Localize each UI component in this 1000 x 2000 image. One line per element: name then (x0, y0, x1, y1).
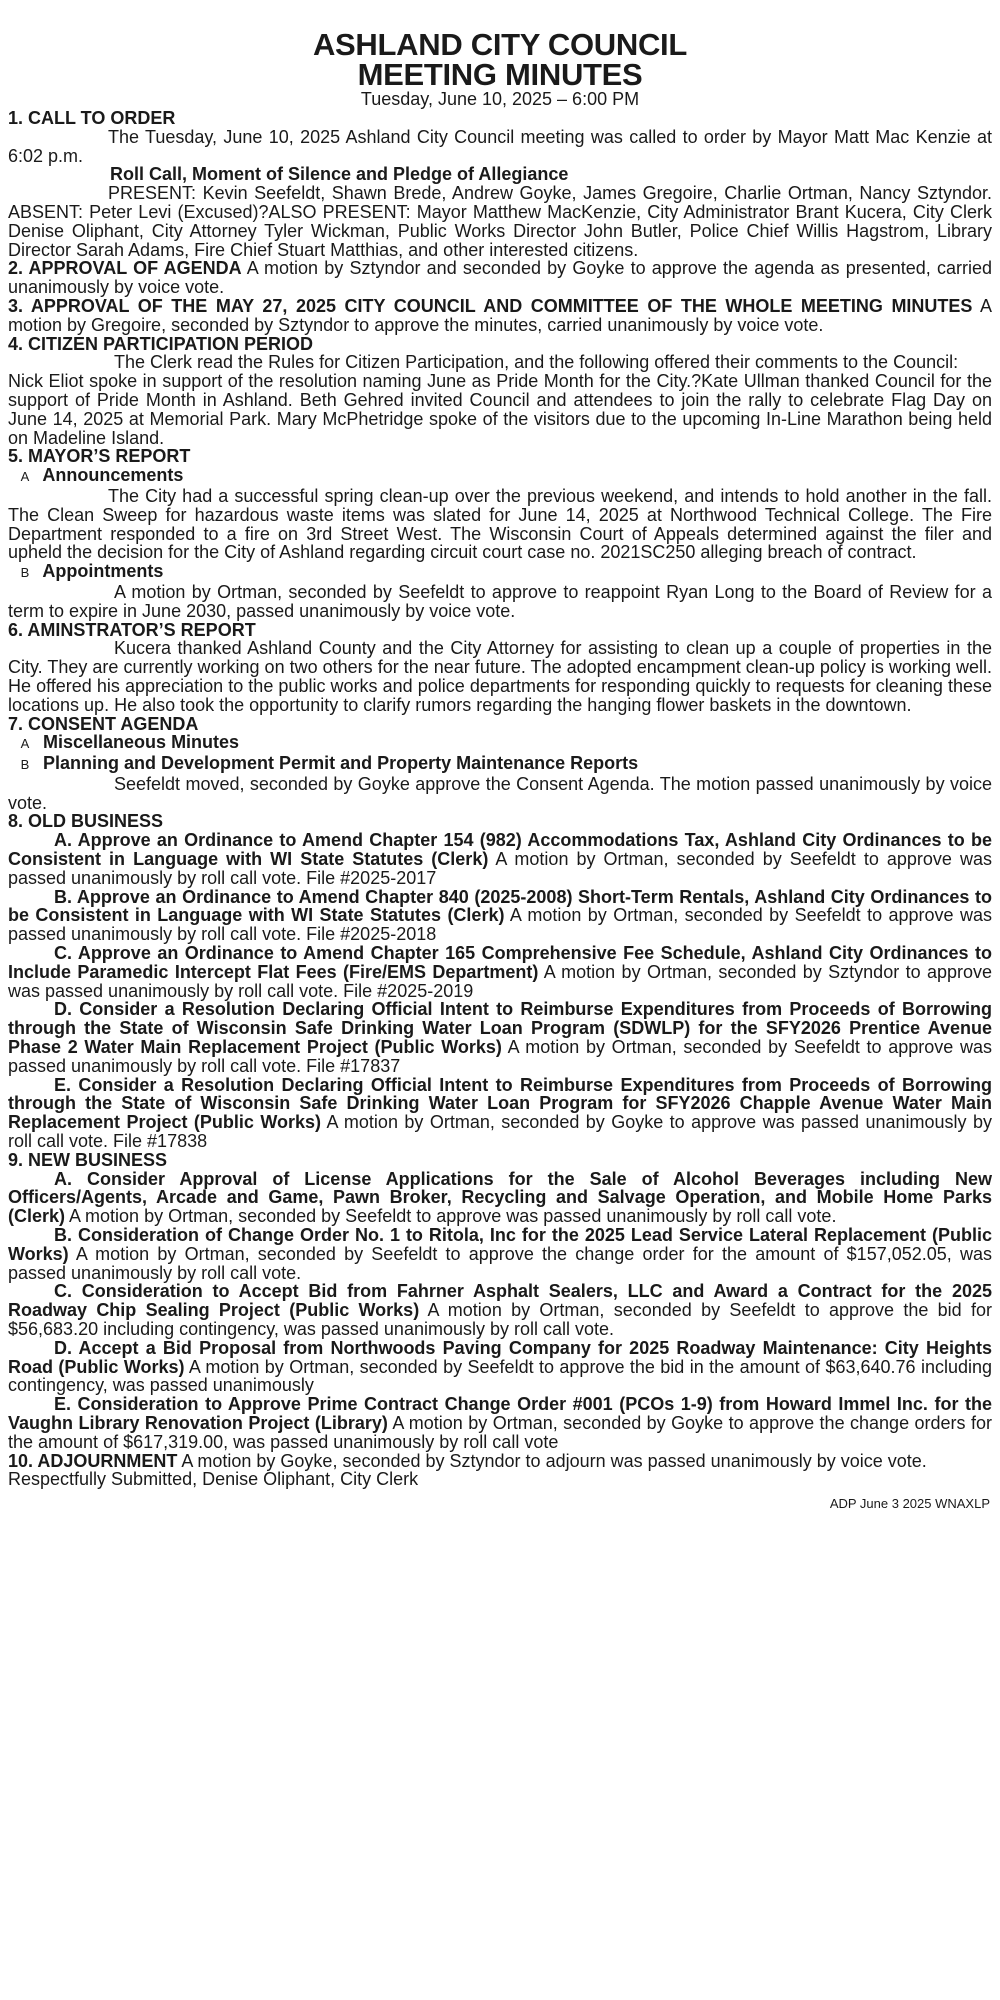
old-business-item-b (8, 888, 992, 944)
signature-line: Respectfully Submitted, Denise Oliphant, City Clerk (8, 1469, 419, 1490)
old-business-item-a (8, 831, 992, 887)
item-title: B. Approve an Ordinance to Amend Chapter 840 (2025-2008) Short-Term Rentals, Ashland City Ordinances to be Consistent in Language with WI State Statutes (Clerk) (8, 886, 992, 926)
item-title: E. Consideration to Approve Prime Contract Change Order #001 (PCOs 1-9) from Howard Immel Inc. for the Vaughn Library Renovation Project (Library) (8, 1394, 992, 1433)
item-letter: A (20, 469, 30, 485)
administrators-report-text: Kucera thanked Ashland County and the City Attorney for assisting to clean up a couple of properties in the City. They are currently working on two others for the near future. The adopted encampment clean-up policy is working well. He offered his appreciation to the public works and police departments for responding quickly to requests for cleaning these locations up. He also took the opportunity to clarify rumors regarding the hanging flower baskets in the downtown. (8, 638, 992, 715)
subheading-label: Appointments (42, 561, 164, 582)
item-title: D. Consider a Resolution Declaring Official Intent to Reimburse Expenditures from Proceeds of Borrowing through the State of Wisconsin Safe Drinking Water Loan Program (SDWLP) for the SFY2026 Prentice Avenue Phase 2 Water Main Replacement Project (Public Works) (8, 999, 992, 1058)
announcements-text: The City had a successful spring clean-up over the previous weekend, and intends to hold another in the fall. The Clean Sweep for hazardous waste items was slated for June 14, 2025 at Northwood Technical College. The Fire Department responded to a fire on 3rd Street West. The Wisconsin Court of Appeals determined against the filer and upheld the decision for the City of Ashland regarding circuit court case no. 2021SC250 alleging breach of contract. (8, 485, 992, 563)
item-text: A motion by Ortman, seconded by Goyke to approve was passed unanimously by roll call vote. File #17838 (8, 1112, 992, 1152)
call-to-order-text: The Tuesday, June 10, 2025 Ashland City Council meeting was called to order by Mayor Matt Mac Kenzie at 6:02 p.m. (8, 126, 992, 166)
appointments-text: A motion by Ortman, seconded by Seefeldt to approve to reappoint Ryan Long to the Board of Review for a term to expire in June 2030, passed unanimously by voice vote. (8, 581, 992, 621)
item-text: A motion by Ortman, seconded by Seefeldt to approve was passed unanimously by roll call vote. File #2025-2018 (8, 905, 992, 945)
old-business-item-c (8, 944, 992, 1000)
title-line-1: ASHLAND CITY COUNCIL (312, 27, 688, 62)
old-business-item-d (8, 1000, 992, 1075)
subheading-label: Announcements (42, 465, 184, 486)
item-title: B. Consideration of Change Order No. 1 to Ritola, Inc for the 2025 Lead Service Lateral Replacement (Public Works) (8, 1225, 992, 1264)
section-heading-mayors-report: 5. MAYOR’S REPORT (8, 446, 191, 467)
subheading-miscellaneous-minutes (8, 733, 992, 754)
new-business-item-d (8, 1339, 992, 1395)
citizen-participation-intro: The Clerk read the Rules for Citizen Participation, and the following offered their comments to the Council: (114, 352, 959, 373)
title-line-2: MEETING MINUTES (357, 57, 643, 92)
item-text: A motion by Ortman, seconded by Goyke to approve the change orders for the amount of $617,319.00, was passed unanimously by roll call vote (8, 1412, 992, 1452)
item-title: C. Approve an Ordinance to Amend Chapter 165 Comprehensive Fee Schedule, Ashland City Ordinances to Include Paramedic Intercept Flat Fees (Fire/EMS Department) (8, 943, 992, 982)
meeting-date: Tuesday, June 10, 2025 – 6:00 PM (360, 89, 640, 109)
approval-of-minutes-text: A motion by Gregoire, seconded by Sztyndor to approve the minutes, carried unanimously by voice vote. (8, 295, 992, 335)
item-title: E. Consider a Resolution Declaring Official Intent to Reimburse Expenditures from Proceeds of Borrowing through the State of Wisconsin Safe Drinking Water Loan Program for SFY2026 Chapple Avenue Water Main Replacement Project (Public Works) (8, 1074, 992, 1133)
item-title: D. Accept a Bid Proposal from Northwoods Paving Company for 2025 Roadway Maintenance: City Heights Road (Public Works) (8, 1337, 992, 1377)
publication-footer: ADP June 3 2025 WNAXLP (829, 1496, 990, 1512)
item-letter: B (20, 565, 30, 581)
item-text: A motion by Ortman, seconded by Seefeldt to approve the bid in the amount of $63,640.76 including contingency, was passed unanimously (8, 1356, 992, 1396)
section-approval-of-minutes (8, 297, 992, 335)
subheading-planning-reports (8, 754, 992, 775)
new-business-item-a (8, 1170, 992, 1226)
section-approval-of-agenda (8, 259, 992, 297)
subheading-appointments (8, 562, 992, 583)
new-business-item-b (8, 1226, 992, 1282)
item-text: A motion by Ortman, seconded by Seefeldt to approve the bid for $56,683.20 including contingency, was passed unanimously by roll call vote. (8, 1300, 992, 1339)
section-heading-approval-of-minutes: 3. APPROVAL OF THE MAY 27, 2025 CITY COUNCIL AND COMMITTEE OF THE WHOLE MEETING MINUTES (8, 295, 973, 316)
section-heading-administrators-report: 6. AMINSTRATOR’S REPORT (8, 619, 256, 640)
section-heading-consent-agenda: 7. CONSENT AGENDA (8, 713, 199, 734)
roll-call-text: PRESENT: Kevin Seefeldt, Shawn Brede, Andrew Goyke, James Gregoire, Charlie Ortman, Nancy Sztyndor. ABSENT: Peter Levi (Excused)?ALSO PRESENT: Mayor Matthew MacKenzie, City Administrator Brant Kucera, City Clerk Denise Oliphant, City Attorney Tyler Wickman, Public Works Director John Butler, Police Chief Willis Hagstrom, Library Director Sarah Adams, Fire Chief Stuart Matthias, and other interested citizens. (8, 183, 992, 260)
roll-call-heading: Roll Call, Moment of Silence and Pledge of Allegiance (110, 164, 569, 185)
section-heading-new-business: 9. NEW BUSINESS (8, 1149, 168, 1170)
consent-agenda-text: Seefeldt moved, seconded by Goyke approve the Consent Agenda. The motion passed unanimously by voice vote. (8, 773, 992, 813)
old-business-item-e (8, 1076, 992, 1151)
item-letter: A (20, 736, 30, 752)
new-business-item-c (8, 1282, 992, 1338)
adjournment-text: A motion by Goyke, seconded by Sztyndor to adjourn was passed unanimously by voice vote. (177, 1450, 927, 1471)
page-title (8, 27, 992, 92)
item-text: A motion by Ortman, seconded by Seefeldt to approve was passed unanimously by roll call vote. File #2025-2017 (8, 849, 992, 888)
subheading-announcements (8, 466, 992, 487)
section-adjournment (8, 1452, 992, 1471)
section-heading-adjournment: 10. ADJOURNMENT (8, 1450, 178, 1471)
item-title: A. Consider Approval of License Applications for the Sale of Alcohol Beverages including New Officers/Agents, Arcade and Game, Pawn Broker, Recycling and Salvage Operation, and Mobile Home Parks (Clerk) (8, 1168, 992, 1227)
item-text: A motion by Ortman, seconded by Seefeldt to approve was passed unanimously by roll call vote. (65, 1206, 837, 1227)
section-heading-citizen-participation: 4. CITIZEN PARTICIPATION PERIOD (8, 333, 314, 354)
section-heading-approval-of-agenda: 2. APPROVAL OF AGENDA (8, 258, 242, 279)
item-text: A motion by Ortman, seconded by Sztyndor to approve was passed unanimously by roll call vote. File #2025-2019 (8, 961, 993, 1001)
approval-of-agenda-text: A motion by Sztyndor and seconded by Goyke to approve the agenda as presented, carried unanimously by voice vote. (8, 258, 992, 298)
citizen-participation-comments: Nick Eliot spoke in support of the resolution naming June as Pride Month for the City.?Kate Ullman thanked Council for the support of Pride Month in Ashland. Beth Gehred invited Council and attendees to join the rally to celebrate Flag Day on June 14, 2025 at Memorial Park. Mary McPhetridge spoke of the visitors due to the upcoming In-Line Marathon being held on Madeline Island. (8, 371, 992, 448)
new-business-item-e (8, 1395, 992, 1451)
item-title: A. Approve an Ordinance to Amend Chapter 154 (982) Accommodations Tax, Ashland City Ordinances to be Consistent in Language with WI State Statutes (Clerk) (8, 830, 992, 870)
section-heading-call-to-order: 1. CALL TO ORDER (8, 108, 176, 128)
subheading-label: Miscellaneous Minutes (43, 732, 240, 753)
item-text: A motion by Ortman, seconded by Seefeldt to approve was passed unanimously by roll call vote. File #17837 (8, 1037, 992, 1076)
item-letter: B (20, 757, 30, 773)
item-text: A motion by Ortman, seconded by Seefeldt to approve the change order for the amount of $157,052.05, was passed unanimously by roll call vote. (8, 1243, 992, 1283)
item-title: C. Consideration to Accept Bid from Fahrner Asphalt Sealers, LLC and Award a Contract for the 2025 Roadway Chip Sealing Project (Public Works) (8, 1281, 992, 1321)
subheading-label: Planning and Development Permit and Property Maintenance Reports (43, 753, 639, 774)
section-heading-old-business: 8. OLD BUSINESS (8, 811, 164, 832)
